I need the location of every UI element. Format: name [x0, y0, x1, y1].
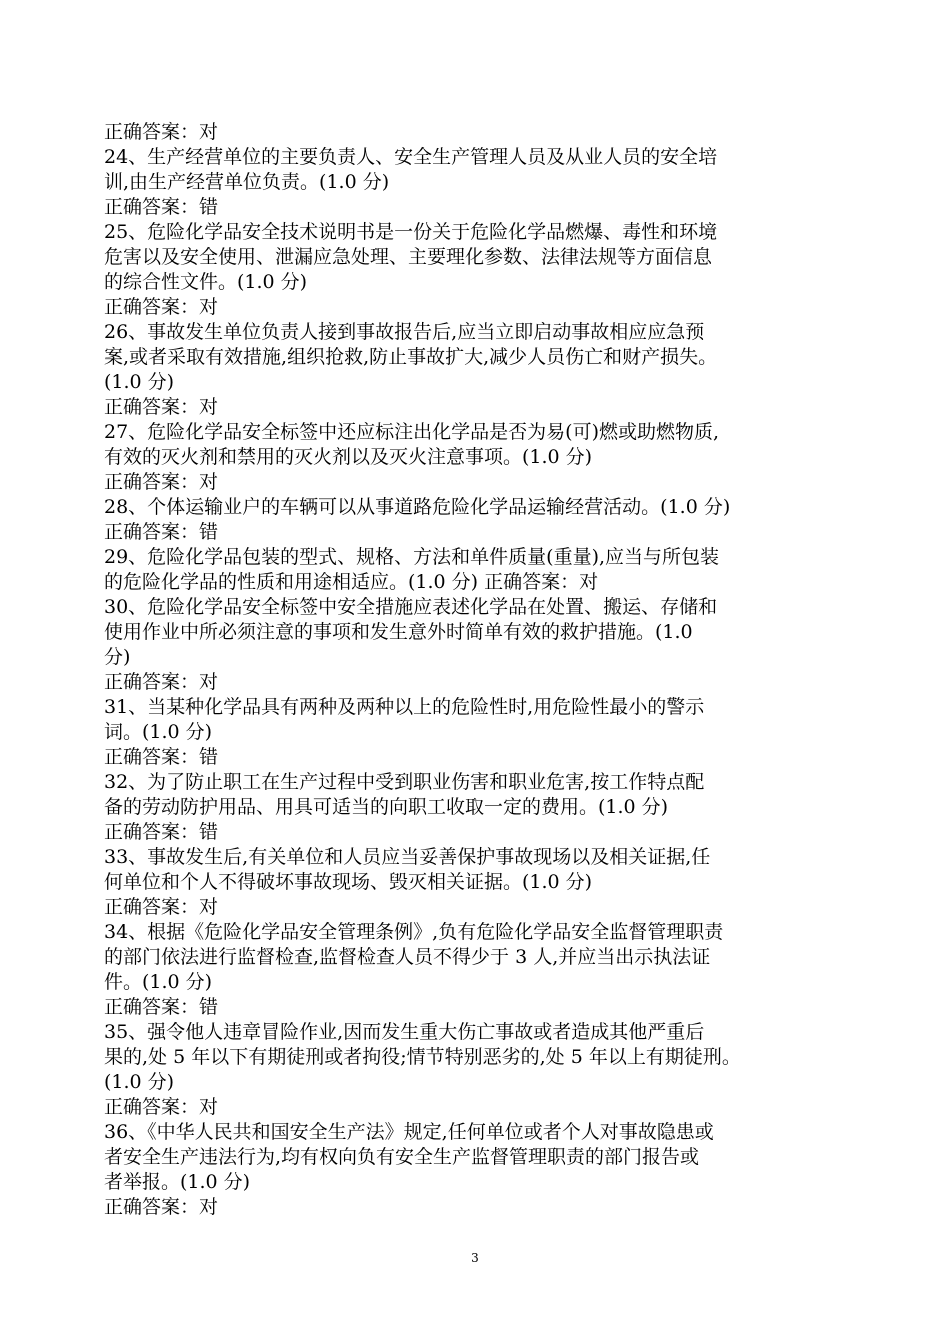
question-33-line: 33、事故发生后,有关单位和人员应当妥善保护事故现场以及相关证据,任	[104, 846, 711, 868]
question-34-line: 件。(1.0 分)	[104, 971, 213, 993]
answer-line: 正确答案：错	[104, 521, 219, 543]
answer-line: 正确答案：对	[104, 1196, 219, 1218]
question-26-line: 案,或者采取有效措施,组织抢救,防止事故扩大,减少人员伤亡和财产损失。	[104, 346, 718, 368]
question-33-line: 何单位和个人不得破坏事故现场、毁灭相关证据。(1.0 分)	[104, 871, 593, 893]
question-25-line: 25、危险化学品安全技术说明书是一份关于危险化学品燃爆、毒性和环境	[104, 221, 718, 243]
question-30-line: 分)	[104, 646, 131, 668]
question-32-line: 32、为了防止职工在生产过程中受到职业伤害和职业危害,按工作特点配	[104, 771, 705, 793]
question-26-line: (1.0 分)	[104, 371, 175, 393]
question-29-line: 29、危险化学品包装的型式、规格、方法和单件质量(重量),应当与所包装	[104, 546, 720, 568]
answer-line: 正确答案：对	[104, 896, 219, 918]
question-36-line: 36、《中华人民共和国安全生产法》规定,任何单位或者个人对事故隐患或	[104, 1121, 714, 1143]
answer-line: 正确答案：对	[104, 296, 219, 318]
question-25-line: 危害以及安全使用、泄漏应急处理、主要理化参数、法律法规等方面信息	[104, 246, 713, 268]
answer-line: 正确答案：对	[104, 671, 219, 693]
answer-line: 正确答案：对	[104, 121, 219, 143]
question-31-line: 31、当某种化学品具有两种及两种以上的危险性时,用危险性最小的警示	[104, 696, 705, 718]
question-27-line: 有效的灭火剂和禁用的灭火剂以及灭火注意事项。(1.0 分)	[104, 446, 593, 468]
answer-line: 正确答案：对	[104, 396, 219, 418]
question-27-line: 27、危险化学品安全标签中还应标注出化学品是否为易(可)燃或助燃物质,	[104, 421, 720, 443]
question-36-line: 者安全生产违法行为,均有权向负有安全生产监督管理职责的部门报告或	[104, 1146, 700, 1168]
answer-line: 正确答案：错	[104, 821, 219, 843]
question-28-line: 28、个体运输业户的车辆可以从事道路危险化学品运输经营活动。(1.0 分)	[104, 496, 731, 518]
question-24-line: 24、生产经营单位的主要负责人、安全生产管理人员及从业人员的安全培	[104, 146, 718, 168]
question-31-line: 词。(1.0 分)	[104, 721, 213, 743]
question-24-line: 训,由生产经营单位负责。(1.0 分)	[104, 171, 390, 193]
answer-line: 正确答案：错	[104, 746, 219, 768]
question-30-line: 使用作业中所必须注意的事项和发生意外时简单有效的救护措施。(1.0	[104, 621, 693, 643]
document-body	[104, 120, 824, 1220]
page-number: 3	[471, 1251, 479, 1265]
question-35-line: 35、强令他人违章冒险作业,因而发生重大伤亡事故或者造成其他严重后	[104, 1021, 705, 1043]
answer-line: 正确答案：对	[104, 1096, 219, 1118]
question-25-line: 的综合性文件。(1.0 分)	[104, 271, 308, 293]
question-35-line: (1.0 分)	[104, 1071, 175, 1093]
answer-line: 正确答案：对	[104, 471, 219, 493]
question-34-line: 34、根据《危险化学品安全管理条例》,负有危险化学品安全监督管理职责	[104, 921, 724, 943]
answer-line: 正确答案：错	[104, 196, 219, 218]
answer-line: 正确答案：错	[104, 996, 219, 1018]
question-29-line: 的危险化学品的性质和用途相适应。(1.0 分) 正确答案：对	[104, 571, 599, 593]
question-36-line: 者举报。(1.0 分)	[104, 1171, 251, 1193]
question-34-line: 的部门依法进行监督检查,监督检查人员不得少于 3 人,并应当出示执法证	[104, 946, 711, 968]
question-26-line: 26、事故发生单位负责人接到事故报告后,应当立即启动事故相应应急预	[104, 321, 705, 343]
question-35-line: 果的,处 5 年以下有期徒刑或者拘役;情节特别恶劣的,处 5 年以上有期徒刑。	[104, 1046, 741, 1068]
question-30-line: 30、危险化学品安全标签中安全措施应表述化学品在处置、搬运、存储和	[104, 596, 718, 618]
question-32-line: 备的劳动防护用品、用具可适当的向职工收取一定的费用。(1.0 分)	[104, 796, 669, 818]
